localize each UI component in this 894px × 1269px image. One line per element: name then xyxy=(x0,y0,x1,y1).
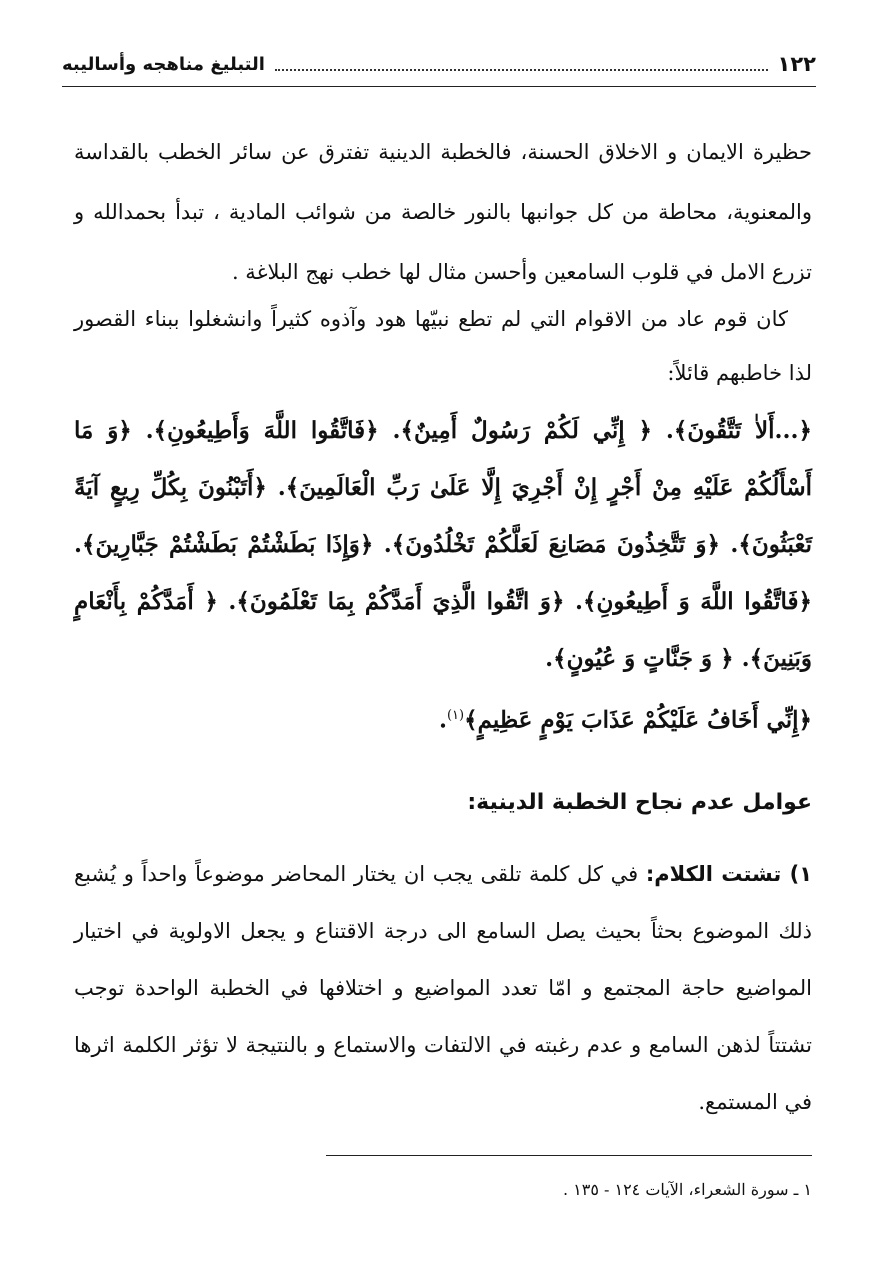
paragraph-3-lead: ١) تشتت الكلام: xyxy=(645,862,813,886)
paragraph-3 xyxy=(74,846,812,1131)
footnote-ref: (١) xyxy=(446,708,465,723)
quran-verses xyxy=(74,402,812,749)
header-rule xyxy=(62,86,816,87)
verses-main: ﴿...أَلاٰ تَتَّقُونَ﴾. ﴿ إِنِّي لَكُمْ رَسُولٌ أَمِينٌ﴾. ﴿فَاتَّقُوا اللَّهَ وَأَطِيعُونِ﴾. ﴿وَ مَا أَسْأَلُكُمْ عَلَيْهِ مِنْ أَجْرٍ إِنْ أَجْرِيَ إِلَّا عَلَىٰ رَبِّ الْعَالَمِينَ﴾. ﴿أَتَبْنُونَ بِكُلِّ رِيعٍ آيَةً تَعْبَثُونَ﴾. ﴿وَ تَتَّخِذُونَ مَصَانِعَ لَعَلَّكُمْ تَخْلُدُونَ﴾. ﴿وَإِذَا بَطَشْتُمْ بَطَشْتُمْ جَبَّارِينَ﴾. ﴿فَاتَّقُوا اللَّهَ وَ أَطِيعُونِ﴾. ﴿وَ اتَّقُوا الَّذِيَ أَمَدَّكُمْ بِمَا تَعْلَمُونَ﴾. ﴿ أَمَدَّكُمْ بِأَنْعَامٍ وَبَنِينَ﴾. ﴿ وَ جَنَّاتٍ وَ عُيُونٍ﴾. xyxy=(74,417,812,672)
footnote: ١ ـ سورة الشعراء، الآيات ١٢٤ - ١٣٥ . xyxy=(562,1180,812,1199)
paragraph-3-body: في كل كلمة تلقى يجب ان يختار المحاضر موضوعاً واحداً و يُشبع ذلك الموضوع بحثاً بحيث يصل السامع الى درجة الاقتناع و يجعل الاولوية في اختيار المواضيع حاجة المجتمع و امّا تعدد المواضيع و اختلافها في الخطبة الواحدة توجب تشتتاً لذهن السامع و عدم رغبته في الالتفات والاستماع و بالنتيجة لا تؤثر الكلمة اثرها في المستمع. xyxy=(74,862,812,1114)
section-heading: عوامل عدم نجاح الخطبة الدينية: xyxy=(467,790,812,815)
paragraph-1 xyxy=(74,122,812,302)
paragraph-2-text: كان قوم عاد من الاقوام التي لم تطع نبيّها هود وآذوه كثيراً وانشغلوا ببناء القصور لذا خاطبهم قائلاً: xyxy=(74,307,812,385)
verse-last: ﴿إِنِّي أَخَافُ عَلَيْكُمْ عَذَابَ يَوْمٍ عَظِيمٍ﴾ xyxy=(464,706,812,734)
paragraph-3-text xyxy=(74,846,812,1131)
header-dot-leader xyxy=(275,69,768,71)
verse-end-mark: . xyxy=(438,706,447,734)
footnote-rule xyxy=(326,1155,812,1156)
running-header xyxy=(62,46,816,82)
paragraph-2 xyxy=(74,292,812,400)
paragraph-1-text: حظيرة الايمان و الاخلاق الحسنة، فالخطبة الدينية تفترق عن سائر الخطب بالقداسة والمعنوية، محاطة من كل جوانبها بالنور خالصة من شوائب المادية ، تبدأ بحمدالله و تزرع الامل في قلوب السامعين وأحسن مثال لها خطب نهج البلاغة . xyxy=(74,140,812,284)
verses-last-line xyxy=(74,687,812,749)
page-number: ١٢٢ xyxy=(777,52,816,76)
book-title: التبليغ مناهجه وأساليبه xyxy=(62,53,265,75)
